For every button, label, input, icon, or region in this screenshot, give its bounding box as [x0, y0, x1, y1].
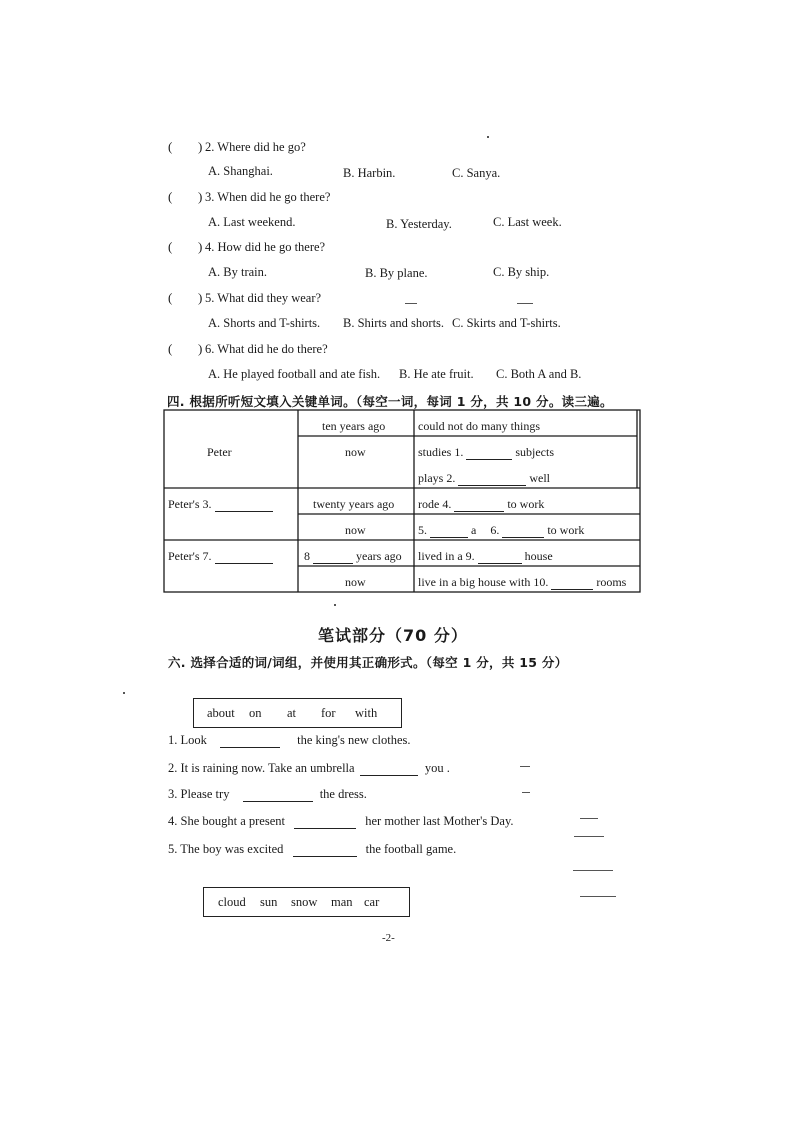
scan-speck [517, 303, 533, 304]
sentence-start: 2. It is raining now. Take an umbrella [168, 761, 355, 775]
option-c: C. Both A and B. [496, 367, 582, 381]
cell-rode [418, 497, 544, 512]
live-big-label: live in a big house with 10. [418, 575, 549, 589]
answer-paren-close: ) [198, 341, 203, 356]
answer-paren-close: ) [198, 239, 203, 254]
cell-five-six [418, 523, 584, 538]
plays-label: plays 2. [418, 471, 456, 485]
cell-peters-7 [168, 549, 273, 564]
cell-eight [304, 549, 402, 564]
sentence-5 [168, 842, 456, 857]
cell-peter: Peter [207, 445, 232, 459]
sentence-end: you . [424, 761, 450, 775]
answer-paren-close: ) [198, 290, 203, 305]
answer-paren-open: ( [168, 290, 173, 305]
answer-paren-open: ( [168, 341, 173, 356]
word-car: car [364, 895, 380, 909]
cell-live-big [418, 575, 626, 590]
cell-plays [418, 471, 550, 486]
word-about: about [207, 706, 235, 720]
word-with: with [355, 706, 378, 720]
option-b: B. Yesterday. [386, 217, 452, 231]
scan-speck [520, 766, 530, 767]
option-c: C. Skirts and T-shirts. [452, 316, 561, 330]
option-c: C. Sanya. [452, 166, 501, 180]
scan-speck [522, 792, 530, 793]
answer-paren-close: ) [198, 189, 203, 204]
option-b: B. Shirts and shorts. [343, 316, 445, 330]
six-label: 6. [490, 523, 500, 537]
subjects-label: subjects [515, 445, 555, 459]
word-box-nouns [203, 887, 410, 917]
scan-speck [574, 836, 604, 837]
a-label: a [471, 523, 477, 537]
blank-3[interactable] [215, 499, 273, 512]
sentence-start: 4. She bought a present [168, 814, 285, 828]
sentence-end: the king's new clothes. [297, 733, 411, 747]
answer-paren-open: ( [168, 139, 173, 154]
answer-paren-open: ( [168, 189, 173, 204]
answer-paren-close: ) [198, 139, 203, 154]
option-a: A. Shanghai. [208, 164, 273, 178]
blank-8[interactable] [313, 551, 353, 564]
to-work-label: to work [547, 523, 585, 537]
to-work-label: to work [507, 497, 545, 511]
question-text: 6. What did he do there? [205, 342, 328, 356]
word-sun: sun [260, 895, 278, 909]
scan-speck [573, 870, 613, 871]
sentence-end: the football game. [365, 842, 457, 856]
blank-1[interactable] [466, 447, 512, 460]
scan-speck [405, 303, 417, 304]
word-for: for [321, 706, 336, 720]
question-text: 3. When did he go there? [205, 190, 331, 204]
scan-speck [123, 692, 125, 694]
cell-studies [418, 445, 554, 460]
option-c: C. By ship. [493, 265, 550, 279]
written-section-title: 笔试部分（70 分） [318, 626, 468, 645]
word-on: on [249, 706, 262, 720]
section6-heading: 六. 选择合适的词/词组，并使用其正确形式。（每空 1 分，共 15 分） [168, 655, 568, 670]
sentence-end: the dress. [319, 787, 367, 801]
blank-10[interactable] [551, 577, 593, 590]
blank-4[interactable] [454, 499, 504, 512]
option-a: A. Shorts and T-shirts. [208, 316, 321, 330]
answer-paren-open: ( [168, 239, 173, 254]
sentence-3 [168, 787, 367, 802]
option-c: C. Last week. [493, 215, 562, 229]
lived-label: lived in a 9. [418, 549, 475, 563]
word-man: man [331, 895, 353, 909]
sentence-2 [168, 761, 450, 776]
question-text: 5. What did they wear? [205, 291, 322, 305]
blank-7[interactable] [215, 551, 273, 564]
scan-speck [487, 136, 489, 138]
blank-9[interactable] [478, 551, 522, 564]
rode-label: rode 4. [418, 497, 452, 511]
sentence-start: 5. The boy was excited [168, 842, 284, 856]
sentence-1 [168, 733, 410, 748]
house-label: house [524, 549, 553, 563]
sentence-blank[interactable] [360, 763, 418, 776]
section4-heading: 四. 根据所听短文填入关键单词。（每空一词，每词 1 分，共 10 分。读三遍。 [167, 394, 613, 409]
question-text: 4. How did he go there? [205, 240, 326, 254]
blank-5[interactable] [430, 525, 468, 538]
years-ago-label: years ago [356, 549, 402, 563]
sentence-end: her mother last Mother's Day. [365, 814, 514, 828]
scan-speck [334, 604, 336, 606]
cell-now-2: now [345, 523, 366, 537]
option-a: A. He played football and ate fish. [208, 367, 381, 381]
sentence-blank[interactable] [220, 735, 280, 748]
cell-twenty-years-ago: twenty years ago [313, 497, 395, 511]
peters3-label: Peter's 3. [168, 497, 212, 511]
five-label: 5. [418, 523, 427, 537]
scan-speck [580, 896, 616, 897]
scan-speck [580, 818, 598, 819]
eight-label: 8 [304, 549, 310, 563]
option-b: B. Harbin. [343, 166, 396, 180]
option-b: B. He ate fruit. [399, 367, 474, 381]
peters7-label: Peter's 7. [168, 549, 212, 563]
option-a: A. By train. [208, 265, 268, 279]
sentence-blank[interactable] [294, 816, 356, 829]
sentence-start: 1. Look [168, 733, 207, 747]
cell-ten-years-ago: ten years ago [322, 419, 386, 433]
sentence-blank[interactable] [243, 789, 313, 802]
blank-2[interactable] [458, 473, 526, 486]
sentence-blank[interactable] [293, 844, 357, 857]
rooms-label: rooms [596, 575, 627, 589]
sentence-start: 3. Please try [168, 787, 230, 801]
page-number: -2- [382, 932, 395, 944]
word-box-prepositions [193, 698, 402, 728]
cell-lived [418, 549, 553, 564]
studies-label: studies 1. [418, 445, 464, 459]
cell-peters-3 [168, 497, 273, 512]
sentence-4 [168, 814, 514, 829]
cell-now-3: now [345, 575, 366, 589]
word-at: at [287, 706, 297, 720]
option-b: B. By plane. [365, 266, 428, 280]
cell-could-not: could not do many things [418, 419, 540, 433]
cell-now-1: now [345, 445, 366, 459]
word-snow: snow [291, 895, 318, 909]
option-a: A. Last weekend. [208, 215, 296, 229]
blank-6[interactable] [502, 525, 544, 538]
well-label: well [529, 471, 551, 485]
word-cloud: cloud [218, 895, 246, 909]
question-text: 2. Where did he go? [205, 140, 306, 154]
